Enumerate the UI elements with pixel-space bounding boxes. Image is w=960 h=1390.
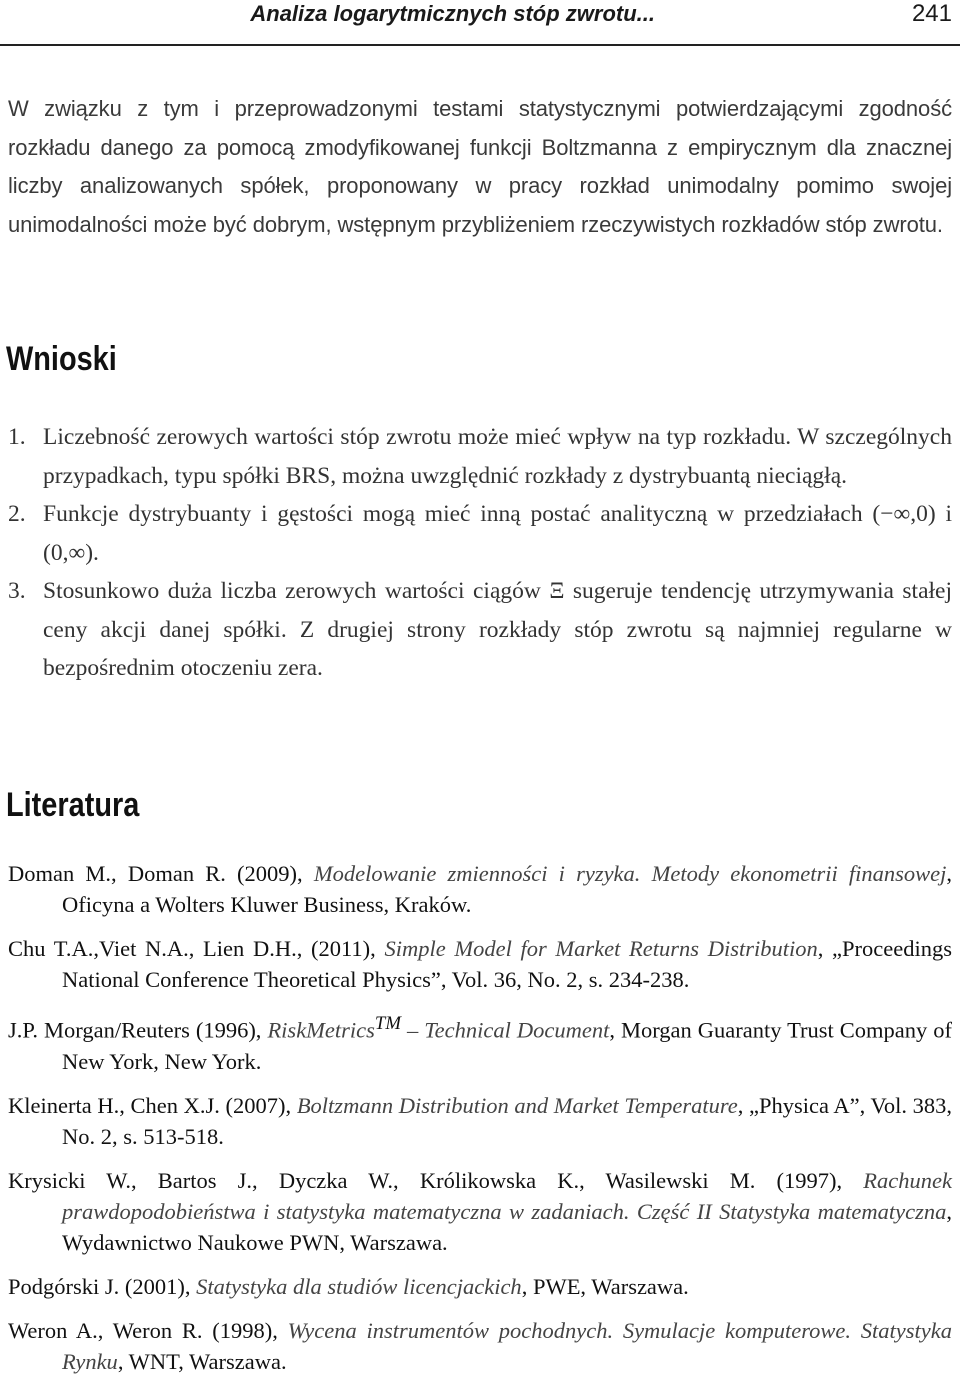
reference-list [8,858,952,1390]
reference-item [8,1315,952,1377]
ref-title: Boltzmann Distribution and Market Temperature [296,1092,738,1118]
conclusions-list [8,418,952,688]
ref-publisher: , WNT, Warszawa. [117,1348,287,1374]
ref-trademark: TM [374,1013,401,1034]
ref-title: Modelowanie zmienności i ryzyka. Metody ekonometrii finansowej [313,861,947,886]
ref-publisher: , Oficyna a Wolters Kluwer Business, Kraków. [62,861,952,917]
reference-item [8,858,952,920]
ref-authors: J.P. Morgan/Reuters (1996), [8,1017,268,1043]
ref-title: RiskMetrics [267,1017,375,1043]
conclusion-item-2 [8,495,952,572]
reference-item [8,1271,952,1302]
ref-authors: Kleinerta H., Chen X.J. (2007), [8,1092,297,1118]
reference-item [8,933,952,995]
conclusion-item-3 [8,572,952,688]
reference-item [8,1090,952,1152]
conclusion-number: 3. [8,578,26,604]
ref-title: Statystyka dla studiów licencjackich [196,1273,522,1299]
ref-authors: Podgórski J. (2001), [8,1273,197,1299]
ref-publisher: , „Physica A”, Vol. 383, No. 2, s. 513-518. [62,1092,952,1149]
conclusion-number: 1. [8,424,26,450]
reference-item [8,1165,952,1258]
ref-publisher: , „Proceedings National Conference Theoretical Physics”, Vol. 36, No. 2, s. 234-238. [62,936,952,992]
ref-title-cont: – Technical Document [400,1017,610,1043]
literature-heading: Literatura [6,786,140,824]
conclusion-text: Funkcje dystrybuanty i gęstości mogą mieć inną postać analityczną w przedziałach (−∞,0) i (0,∞). [43,501,952,566]
ref-title: Simple Model for Market Returns Distribution [384,936,818,961]
intro-paragraph: W związku z tym i przeprowadzonymi testami statystycznymi potwierdzającymi zgodność rozkładu danego za pomocą zmodyfikowanej funkcji Boltzmanna z empirycznym dla znacznej liczby analizowanych spółek, proponowany w pracy rozkład unimodalny pomimo swojej unimodalności może być dobrym, wstępnym przybliżeniem rzeczywistych rozkładów stóp zwrotu. [8,96,952,237]
conclusions-heading: Wnioski [6,340,117,378]
conclusion-number: 2. [8,501,26,527]
ref-title: Wycena instrumentów pochodnych. Symulacje komputerowe. Statystyka Rynku [62,1317,952,1374]
page-header [0,0,960,46]
ref-authors: Doman M., Doman R. (2009), [8,861,314,886]
conclusion-item-1 [8,418,952,495]
ref-publisher: , Wydawnictwo Naukowe PWN, Warszawa. [62,1198,952,1255]
ref-publisher: , PWE, Warszawa. [521,1273,689,1299]
conclusion-text: Stosunkowo duża liczba zerowych wartości ciągów Ξ sugeruje tendencję utrzymywania stałej ceny akcji danej spółki. Z drugiej strony rozkłady stóp zwrotu są najmniej regularne w bezpośrednim otoczeniu zera. [43,578,952,681]
ref-title: Rachunek prawdopodobieństwa i statystyka matematyczna w zadaniach. Część II Statystyka matematyczna [62,1167,952,1224]
page-number: 241 [911,0,952,27]
ref-authors: Krysicki W., Bartos J., Dyczka W., Królikowska K., Wasilewski M. (1997), [8,1167,864,1193]
ref-publisher: , Morgan Guaranty Trust Company of New York, New York. [62,1017,952,1074]
ref-authors: Chu T.A.,Viet N.A., Lien D.H., (2011), [8,936,385,961]
running-title: Analiza logarytmicznych stóp zwrotu... [250,1,655,26]
ref-authors: Weron A., Weron R. (1998), [8,1317,288,1343]
reference-item [8,1008,952,1077]
conclusion-text: Liczebność zerowych wartości stóp zwrotu może mieć wpływ na typ rozkładu. W szczególnych przypadkach, typu spółki BRS, można uwzględnić rozkłady z dystrybuantą nieciągłą. [43,424,952,489]
